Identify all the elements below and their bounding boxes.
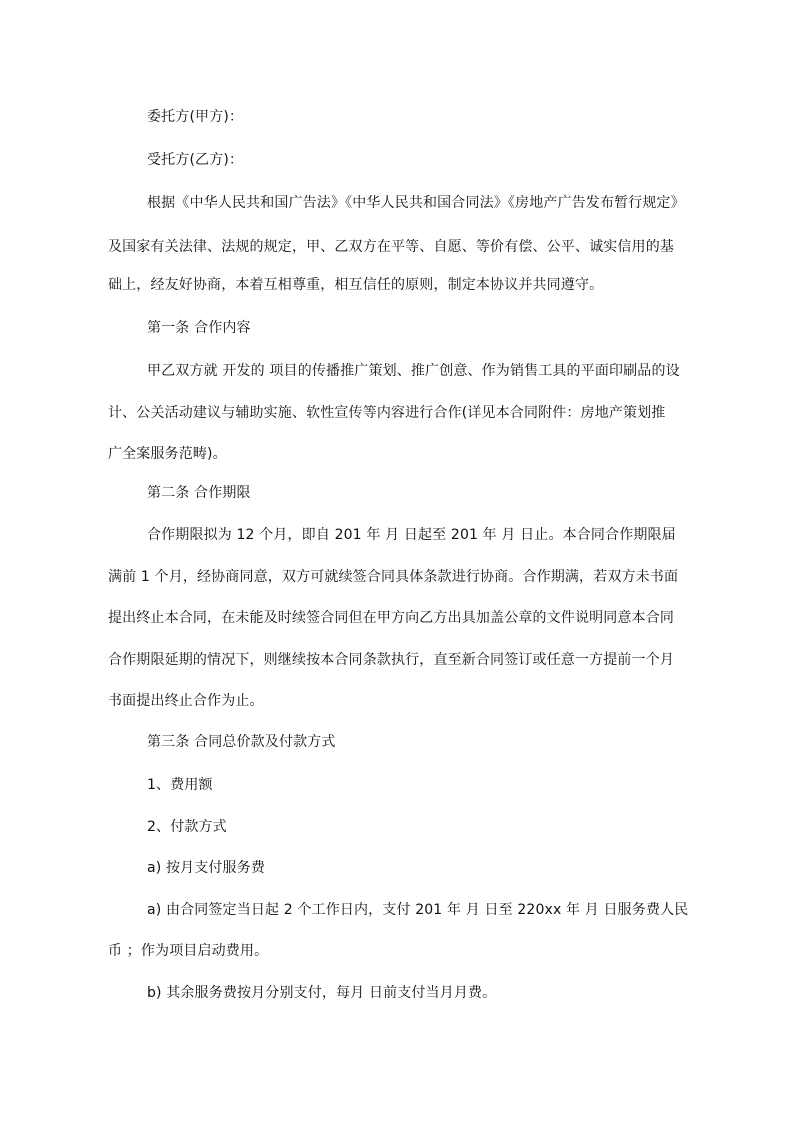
article-2-line-4: 合作期限延期的情况下，则继续按本合同条款执行，直至新合同签订或任意一方提前一个月 [108,652,674,668]
party-a-line: 委托方(甲方)： [147,109,244,125]
article-1-line-1: 甲乙双方就 开发的 项目的传播推广策划、推广创意、作为销售工具的平面印刷品的设 [147,363,680,379]
article-3-heading: 第三条 合同总价款及付款方式 [147,734,336,750]
preamble-line-2: 及国家有关法律、法规的规定，甲、乙双方在平等、自愿、等价有偿、公平、诚实信用的基 [108,239,674,255]
fee-amount-item: 1、费用额 [147,777,213,793]
article-2-line-2: 满前 1 个月，经协商同意，双方可就续签合同具体条款进行协商。合作期满，若双方未书面 [108,569,679,585]
article-1-line-3: 广全案服务范畴)。 [108,446,227,462]
article-2-heading: 第二条 合作期限 [147,485,251,501]
preamble-line-3: 础上，经友好协商，本着互相尊重，相互信任的原则，制定本协议并共同遵守。 [108,277,604,293]
payment-method-item: 2、付款方式 [147,819,227,835]
startup-fee-line-1: a) 由合同签定当日起 2 个工作日内，支付 201 年 月 日至 220xx 年 月 日服务费人民 [147,902,689,918]
remaining-fee-line: b) 其余服务费按月分别支付，每月 日前支付当月月费。 [147,985,497,1001]
preamble-line-1: 根据《中华人民共和国广告法》《中华人民共和国合同法》《房地产广告发布暂行规定》 [147,195,685,211]
monthly-fee-item: a) 按月支付服务费 [147,860,265,876]
startup-fee-line-2: 币 ；作为项目启动费用。 [108,943,269,959]
article-2-line-5: 书面提出终止合作为止。 [108,693,264,709]
article-1-line-2: 计、公关活动建议与辅助实施、软性宣传等内容进行合作(详见本合同附件：房地产策划推 [108,405,666,421]
article-1-heading: 第一条 合作内容 [147,320,251,336]
party-b-line: 受托方(乙方)： [147,152,244,168]
article-2-line-3: 提出终止本合同，在未能及时续签合同但在甲方向乙方出具加盖公章的文件说明同意本合同 [108,610,674,626]
article-2-line-1: 合作期限拟为 12 个月，即自 201 年 月 日起至 201 年 月 日止。本合同合作期限届 [147,527,676,543]
